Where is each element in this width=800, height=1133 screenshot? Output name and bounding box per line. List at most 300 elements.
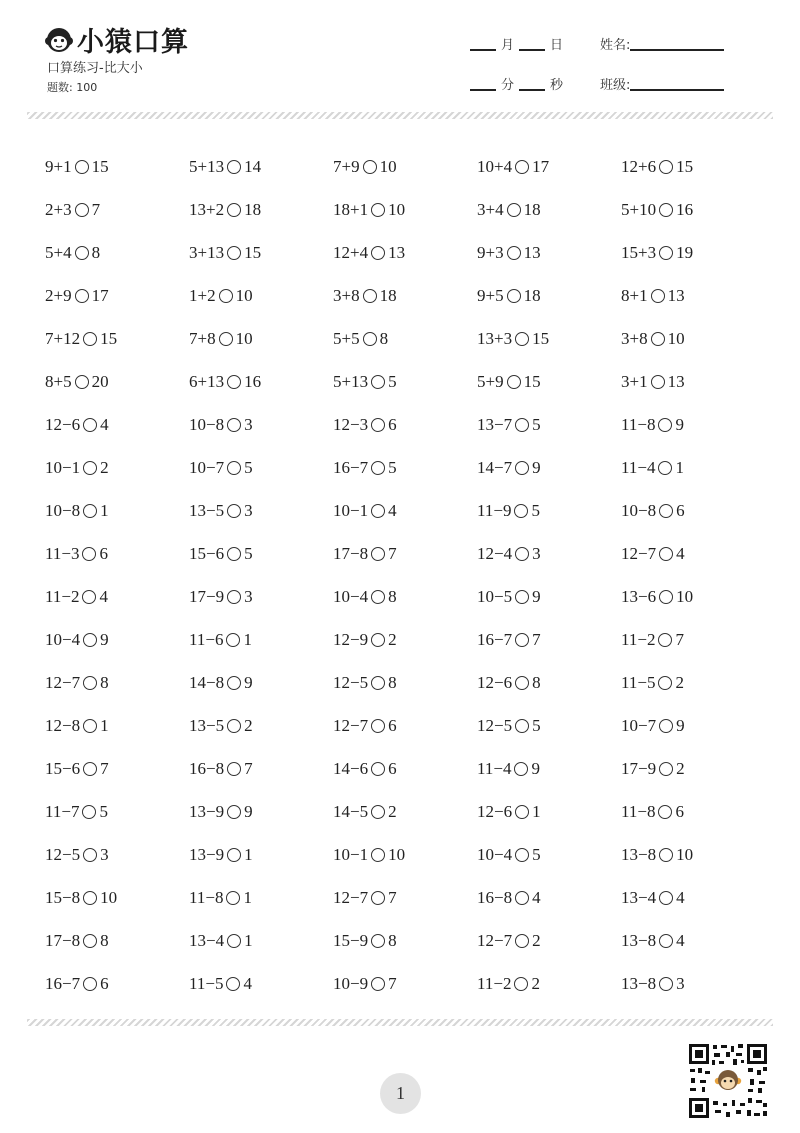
answer-circle[interactable] — [659, 203, 673, 217]
problem-item — [45, 403, 189, 446]
problem-grid — [45, 145, 765, 1005]
day-label: 日 — [550, 38, 564, 53]
answer-circle[interactable] — [83, 332, 97, 346]
answer-circle[interactable] — [227, 676, 241, 690]
problem-expression: 17−8 — [45, 930, 81, 950]
problem-compare-value: 10 — [388, 844, 406, 864]
problem-item — [333, 919, 477, 962]
answer-circle[interactable] — [371, 676, 385, 690]
answer-circle[interactable] — [659, 504, 673, 518]
problem-expression: 3+4 — [477, 199, 504, 219]
answer-circle[interactable] — [515, 891, 529, 905]
bottom-divider — [27, 1019, 773, 1026]
answer-circle[interactable] — [83, 848, 97, 862]
answer-circle[interactable] — [227, 375, 241, 389]
answer-circle[interactable] — [514, 977, 528, 991]
answer-circle[interactable] — [83, 676, 97, 690]
problem-expression: 9+3 — [477, 242, 504, 262]
answer-circle[interactable] — [659, 590, 673, 604]
problem-item — [477, 747, 621, 790]
brand-logo — [44, 20, 189, 59]
problem-compare-value: 6 — [99, 543, 108, 563]
problem-item — [333, 360, 477, 403]
problem-expression: 3+8 — [621, 328, 648, 348]
problem-expression: 11−4 — [621, 457, 656, 477]
problem-expression: 14−5 — [333, 801, 369, 821]
problem-compare-value: 6 — [388, 414, 397, 434]
answer-circle[interactable] — [227, 504, 241, 518]
problem-expression: 10−1 — [333, 844, 369, 864]
problem-item — [189, 618, 333, 661]
answer-circle[interactable] — [226, 977, 240, 991]
name-field — [600, 34, 724, 53]
problem-compare-value: 15 — [523, 371, 541, 391]
problem-item — [45, 489, 189, 532]
answer-circle[interactable] — [227, 203, 241, 217]
answer-circle[interactable] — [363, 332, 377, 346]
problem-expression: 12−7 — [45, 672, 81, 692]
problem-compare-value: 3 — [100, 844, 109, 864]
problem-compare-value: 13 — [523, 242, 541, 262]
top-divider — [27, 112, 773, 119]
problem-expression: 11−8 — [189, 887, 224, 907]
answer-circle[interactable] — [658, 676, 672, 690]
problem-expression: 17−9 — [621, 758, 657, 778]
problem-compare-value: 6 — [675, 801, 684, 821]
minute-label: 分 — [501, 78, 515, 93]
problem-item — [621, 188, 765, 231]
problem-item — [45, 274, 189, 317]
answer-circle[interactable] — [219, 332, 233, 346]
answer-circle[interactable] — [227, 848, 241, 862]
answer-circle[interactable] — [83, 633, 97, 647]
answer-circle[interactable] — [82, 805, 96, 819]
problem-expression: 3+1 — [621, 371, 648, 391]
problem-compare-value: 8 — [388, 930, 397, 950]
answer-circle[interactable] — [83, 891, 97, 905]
problem-expression: 7+8 — [189, 328, 216, 348]
answer-circle[interactable] — [515, 547, 529, 561]
problem-expression: 10−9 — [333, 973, 369, 993]
problem-compare-value: 6 — [100, 973, 109, 993]
problem-expression: 9+5 — [477, 285, 504, 305]
answer-circle[interactable] — [227, 805, 241, 819]
problem-expression: 17−8 — [333, 543, 369, 563]
answer-circle[interactable] — [226, 633, 240, 647]
answer-circle[interactable] — [83, 461, 97, 475]
problem-compare-value: 14 — [244, 156, 262, 176]
answer-circle[interactable] — [651, 375, 665, 389]
problem-item — [477, 962, 621, 1005]
problem-compare-value: 10 — [388, 199, 406, 219]
problem-item — [45, 188, 189, 231]
problem-compare-value: 2 — [388, 629, 397, 649]
problem-expression: 7+9 — [333, 156, 360, 176]
problem-expression: 11−8 — [621, 801, 656, 821]
problem-expression: 10−8 — [45, 500, 81, 520]
problem-compare-value: 3 — [676, 973, 685, 993]
problem-item — [333, 446, 477, 489]
answer-circle[interactable] — [515, 805, 529, 819]
problem-expression: 12−3 — [333, 414, 369, 434]
answer-circle[interactable] — [371, 934, 385, 948]
answer-circle[interactable] — [515, 461, 529, 475]
problem-expression: 13−4 — [189, 930, 225, 950]
answer-circle[interactable] — [515, 332, 529, 346]
problem-expression: 10−1 — [45, 457, 81, 477]
problem-expression: 7+12 — [45, 328, 81, 348]
problem-compare-value: 1 — [244, 844, 253, 864]
answer-circle[interactable] — [227, 590, 241, 604]
problem-compare-value: 15 — [532, 328, 550, 348]
answer-circle[interactable] — [227, 934, 241, 948]
problem-expression: 12−7 — [621, 543, 657, 563]
problem-compare-value: 4 — [676, 930, 685, 950]
problem-expression: 12−6 — [477, 801, 513, 821]
problem-item — [333, 274, 477, 317]
answer-circle[interactable] — [227, 547, 241, 561]
problem-expression: 10−8 — [189, 414, 225, 434]
answer-circle[interactable] — [659, 891, 673, 905]
problem-compare-value: 1 — [243, 887, 252, 907]
answer-circle[interactable] — [371, 719, 385, 733]
problem-item — [189, 360, 333, 403]
problem-compare-value: 8 — [91, 242, 101, 262]
problem-item — [477, 575, 621, 618]
answer-circle[interactable] — [227, 160, 241, 174]
problem-compare-value: 10 — [235, 285, 253, 305]
answer-circle[interactable] — [371, 805, 385, 819]
brand-name: 小猿口算 — [77, 27, 189, 58]
answer-circle[interactable] — [371, 461, 385, 475]
problem-item — [621, 747, 765, 790]
problem-item — [45, 661, 189, 704]
problem-expression: 10−4 — [477, 844, 513, 864]
answer-circle[interactable] — [515, 676, 529, 690]
answer-circle[interactable] — [82, 590, 96, 604]
problem-item — [189, 145, 333, 188]
answer-circle[interactable] — [371, 418, 385, 432]
problem-item — [621, 919, 765, 962]
problem-compare-value: 6 — [676, 500, 685, 520]
answer-circle[interactable] — [75, 203, 89, 217]
problem-expression: 15−8 — [45, 887, 81, 907]
answer-circle[interactable] — [371, 246, 385, 260]
problem-compare-value: 10 — [379, 156, 397, 176]
problem-item — [621, 231, 765, 274]
problem-item — [333, 317, 477, 360]
answer-circle[interactable] — [83, 418, 97, 432]
answer-circle[interactable] — [659, 977, 673, 991]
problem-item — [621, 876, 765, 919]
month-label: 月 — [501, 38, 515, 53]
problem-expression: 12−6 — [45, 414, 81, 434]
answer-circle[interactable] — [83, 934, 97, 948]
problem-expression: 10−7 — [621, 715, 657, 735]
problem-compare-value: 8 — [532, 672, 541, 692]
answer-circle[interactable] — [659, 246, 673, 260]
problem-expression: 8+1 — [621, 285, 648, 305]
answer-circle[interactable] — [75, 246, 89, 260]
answer-circle[interactable] — [371, 848, 385, 862]
problem-item — [477, 446, 621, 489]
problem-item — [621, 360, 765, 403]
month-blank[interactable] — [470, 49, 496, 51]
answer-circle[interactable] — [507, 289, 521, 303]
problem-item — [621, 446, 765, 489]
problem-item — [45, 747, 189, 790]
answer-circle[interactable] — [227, 719, 241, 733]
problem-compare-value: 18 — [523, 285, 541, 305]
problem-expression: 11−5 — [621, 672, 656, 692]
problem-expression: 13+3 — [477, 328, 513, 348]
problem-item — [621, 790, 765, 833]
name-blank[interactable] — [630, 49, 724, 51]
problem-compare-value: 17 — [91, 285, 109, 305]
answer-circle[interactable] — [658, 805, 672, 819]
answer-circle[interactable] — [371, 891, 385, 905]
answer-circle[interactable] — [659, 719, 673, 733]
problem-expression: 16−7 — [333, 457, 369, 477]
problem-expression: 18+1 — [333, 199, 369, 219]
answer-circle[interactable] — [507, 203, 521, 217]
answer-circle[interactable] — [515, 590, 529, 604]
problem-expression: 10−8 — [621, 500, 657, 520]
problem-compare-value: 7 — [244, 758, 253, 778]
answer-circle[interactable] — [371, 762, 385, 776]
problem-item — [477, 231, 621, 274]
answer-circle[interactable] — [515, 418, 529, 432]
answer-circle[interactable] — [363, 289, 377, 303]
problem-compare-value: 7 — [91, 199, 101, 219]
answer-circle[interactable] — [651, 332, 665, 346]
answer-circle[interactable] — [363, 160, 377, 174]
problem-compare-value: 9 — [532, 457, 541, 477]
problem-expression: 17−9 — [189, 586, 225, 606]
answer-circle[interactable] — [227, 461, 241, 475]
answer-circle[interactable] — [658, 418, 672, 432]
problem-expression: 13+2 — [189, 199, 225, 219]
problem-item — [189, 575, 333, 618]
problem-expression: 16−8 — [477, 887, 513, 907]
problem-compare-value: 6 — [388, 715, 397, 735]
second-label: 秒 — [550, 78, 564, 93]
problem-compare-value: 16 — [244, 371, 262, 391]
problem-item — [621, 532, 765, 575]
problem-expression: 10−4 — [45, 629, 81, 649]
answer-circle[interactable] — [507, 246, 521, 260]
problem-compare-value: 3 — [244, 586, 253, 606]
answer-circle[interactable] — [507, 375, 521, 389]
problem-compare-value: 9 — [676, 715, 685, 735]
answer-circle[interactable] — [371, 633, 385, 647]
problem-item — [621, 575, 765, 618]
answer-circle[interactable] — [82, 547, 96, 561]
answer-circle[interactable] — [371, 504, 385, 518]
problem-expression: 11−7 — [45, 801, 80, 821]
problem-expression: 1+2 — [189, 285, 216, 305]
problem-compare-value: 7 — [388, 887, 397, 907]
problem-item — [477, 188, 621, 231]
problem-item — [333, 704, 477, 747]
answer-circle[interactable] — [515, 633, 529, 647]
problem-expression: 12−5 — [333, 672, 369, 692]
problem-compare-value: 18 — [379, 285, 397, 305]
problem-compare-value: 13 — [667, 371, 685, 391]
problem-expression: 12−4 — [477, 543, 513, 563]
problem-compare-value: 9 — [244, 801, 253, 821]
problem-item — [189, 747, 333, 790]
problem-item — [189, 661, 333, 704]
problem-expression: 5+13 — [189, 156, 225, 176]
problem-compare-value: 9 — [531, 758, 540, 778]
problem-item — [621, 145, 765, 188]
problem-expression: 11−2 — [477, 973, 512, 993]
monkey-icon — [44, 25, 74, 55]
problem-compare-value: 3 — [244, 414, 253, 434]
problem-item — [477, 489, 621, 532]
problem-compare-value: 5 — [531, 500, 540, 520]
worksheet-title: 口算练习-比大小 — [47, 61, 143, 76]
answer-circle[interactable] — [371, 977, 385, 991]
problem-item — [189, 833, 333, 876]
problem-item — [45, 919, 189, 962]
problem-expression: 15−9 — [333, 930, 369, 950]
problem-compare-value: 5 — [532, 715, 541, 735]
answer-circle[interactable] — [75, 375, 89, 389]
answer-circle[interactable] — [514, 504, 528, 518]
day-blank[interactable] — [519, 49, 545, 51]
answer-circle[interactable] — [658, 633, 672, 647]
answer-circle[interactable] — [75, 289, 89, 303]
answer-circle[interactable] — [659, 762, 673, 776]
problem-item — [333, 231, 477, 274]
problem-compare-value: 3 — [532, 543, 541, 563]
problem-expression: 13−7 — [477, 414, 513, 434]
problem-compare-value: 1 — [244, 930, 253, 950]
problem-compare-value: 13 — [388, 242, 406, 262]
answer-circle[interactable] — [658, 461, 672, 475]
page-number: 1 — [380, 1073, 421, 1114]
problem-item — [477, 317, 621, 360]
problem-item — [45, 962, 189, 1005]
class-label: 班级: — [600, 78, 631, 93]
answer-circle[interactable] — [651, 289, 665, 303]
problem-expression: 16−7 — [477, 629, 513, 649]
second-blank[interactable] — [519, 89, 545, 91]
problem-expression: 10−7 — [189, 457, 225, 477]
problem-compare-value: 18 — [523, 199, 541, 219]
problem-compare-value: 8 — [100, 930, 109, 950]
problem-item — [45, 618, 189, 661]
answer-circle[interactable] — [371, 547, 385, 561]
problem-expression: 9+1 — [45, 156, 72, 176]
problem-compare-value: 6 — [388, 758, 397, 778]
answer-circle[interactable] — [227, 762, 241, 776]
problem-item — [45, 876, 189, 919]
answer-circle[interactable] — [371, 590, 385, 604]
answer-circle[interactable] — [659, 848, 673, 862]
answer-circle[interactable] — [515, 848, 529, 862]
problem-item — [189, 188, 333, 231]
problem-item — [333, 962, 477, 1005]
problem-compare-value: 8 — [100, 672, 109, 692]
problem-compare-value: 10 — [235, 328, 253, 348]
problem-item — [477, 532, 621, 575]
problem-expression: 13−6 — [621, 586, 657, 606]
problem-expression: 2+9 — [45, 285, 72, 305]
problem-compare-value: 2 — [100, 457, 109, 477]
answer-circle[interactable] — [515, 719, 529, 733]
problem-compare-value: 16 — [676, 199, 694, 219]
problem-compare-value: 15 — [676, 156, 694, 176]
answer-circle[interactable] — [83, 762, 97, 776]
problem-item — [189, 317, 333, 360]
name-label: 姓名: — [600, 38, 631, 53]
problem-expression: 2+3 — [45, 199, 72, 219]
answer-circle[interactable] — [83, 504, 97, 518]
problem-item — [477, 919, 621, 962]
problem-item — [45, 575, 189, 618]
answer-circle[interactable] — [515, 160, 529, 174]
problem-compare-value: 7 — [388, 973, 397, 993]
problem-item — [621, 661, 765, 704]
problem-compare-value: 2 — [244, 715, 253, 735]
problem-item — [189, 790, 333, 833]
answer-circle[interactable] — [219, 289, 233, 303]
minute-blank[interactable] — [470, 89, 496, 91]
problem-item — [45, 446, 189, 489]
answer-circle[interactable] — [227, 246, 241, 260]
class-blank[interactable] — [630, 89, 724, 91]
problem-expression: 5+13 — [333, 371, 369, 391]
answer-circle[interactable] — [371, 203, 385, 217]
problem-compare-value: 17 — [532, 156, 550, 176]
problem-item — [189, 231, 333, 274]
problem-compare-value: 4 — [243, 973, 252, 993]
answer-circle[interactable] — [659, 934, 673, 948]
problem-compare-value: 9 — [100, 629, 109, 649]
problem-compare-value: 7 — [100, 758, 109, 778]
answer-circle[interactable] — [83, 977, 97, 991]
answer-circle[interactable] — [371, 375, 385, 389]
answer-circle[interactable] — [83, 719, 97, 733]
problem-item — [333, 747, 477, 790]
answer-circle[interactable] — [514, 762, 528, 776]
answer-circle[interactable] — [515, 934, 529, 948]
problem-item — [45, 790, 189, 833]
problem-item — [333, 489, 477, 532]
problem-compare-value: 19 — [676, 242, 694, 262]
answer-circle[interactable] — [75, 160, 89, 174]
problem-item — [477, 360, 621, 403]
problem-item — [45, 360, 189, 403]
problem-item — [477, 704, 621, 747]
problem-compare-value: 7 — [388, 543, 397, 563]
problem-compare-value: 2 — [676, 758, 685, 778]
problem-compare-value: 5 — [388, 371, 397, 391]
problem-compare-value: 1 — [675, 457, 684, 477]
answer-circle[interactable] — [659, 160, 673, 174]
answer-circle[interactable] — [227, 418, 241, 432]
answer-circle[interactable] — [226, 891, 240, 905]
problem-expression: 12−7 — [333, 887, 369, 907]
problem-compare-value: 5 — [244, 457, 253, 477]
problem-expression: 12−7 — [477, 930, 513, 950]
class-field — [600, 74, 724, 93]
problem-item — [189, 876, 333, 919]
answer-circle[interactable] — [659, 547, 673, 561]
